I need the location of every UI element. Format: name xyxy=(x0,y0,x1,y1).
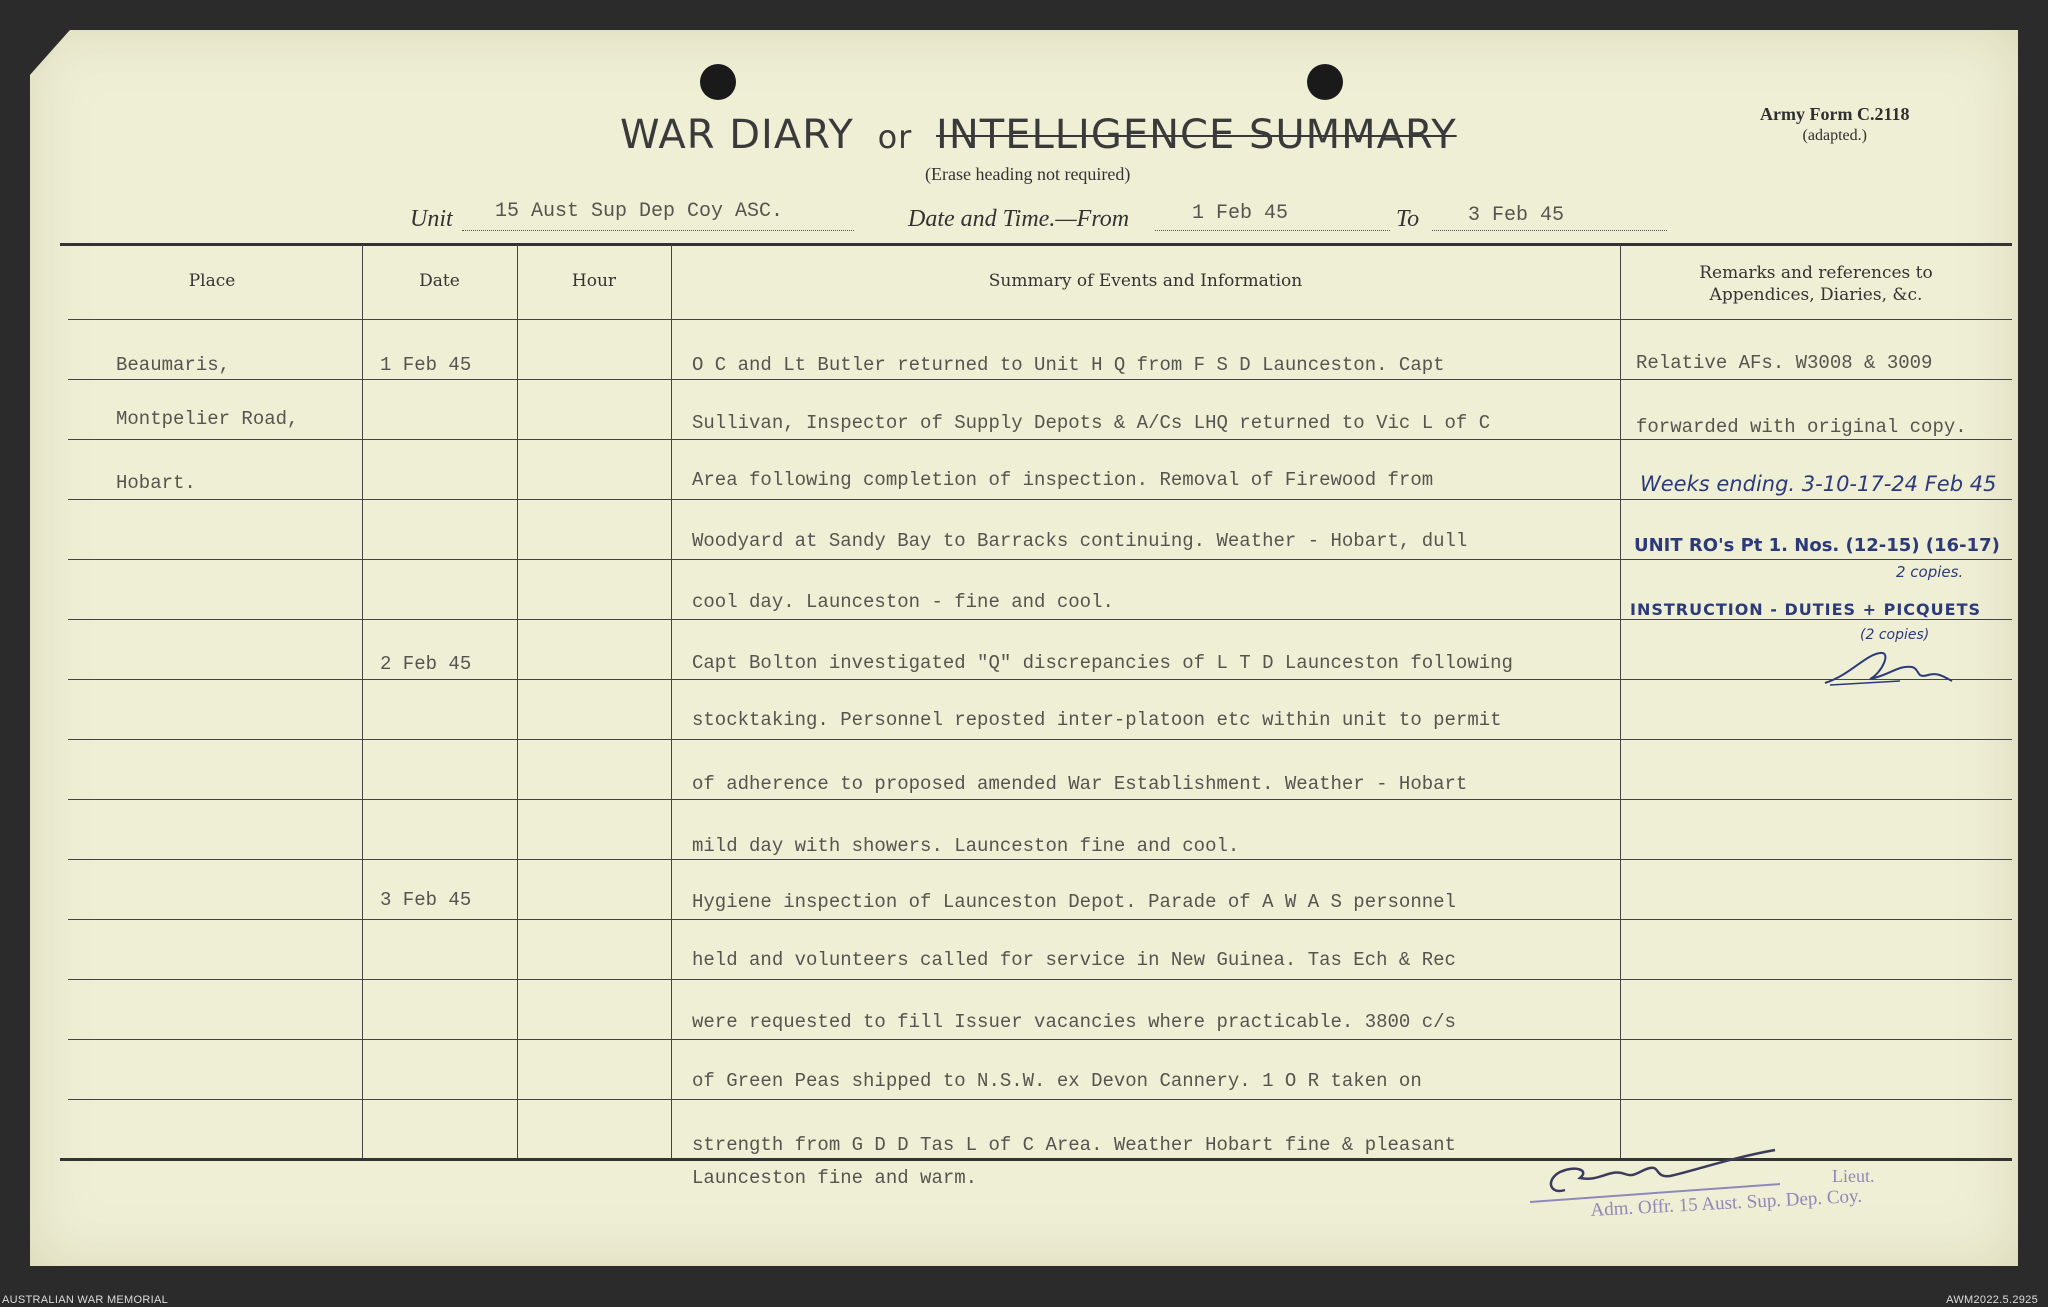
col-header-date: Date xyxy=(419,271,460,291)
header-rule xyxy=(68,319,2012,320)
remarks-handwritten-unit-ros: UNIT RO's Pt 1. Nos. (12-15) (16-17) xyxy=(1634,535,2000,556)
summary-line: mild day with showers. Launceston fine and cool. xyxy=(692,835,1240,857)
col-header-remarks-line2: Appendices, Diaries, &c. xyxy=(1709,285,1923,305)
entry-date: 1 Feb 45 xyxy=(380,354,472,376)
summary-line: held and volunteers called for service in New Guinea. Tas Ech & Rec xyxy=(692,949,1456,971)
col-header-place: Place xyxy=(188,271,236,291)
archive-accession-number: AWM2022.5.2925 xyxy=(1946,1294,2038,1306)
remarks-handwritten-weeks: Weeks ending. 3-10-17-24 Feb 45 xyxy=(1640,472,1997,496)
remarks-handwritten-copies: 2 copies. xyxy=(1896,563,1964,581)
form-title xyxy=(620,112,1457,158)
summary-line: cool day. Launceston - fine and cool. xyxy=(692,591,1114,613)
stamp-office: Adm. Offr. 15 Aust. Sup. Dep. Coy. xyxy=(1590,1185,1863,1221)
folded-corner xyxy=(30,30,80,80)
summary-line: O C and Lt Butler returned to Unit H Q from F S D Launceston. Capt xyxy=(692,354,1445,376)
army-form-label xyxy=(1760,103,1909,147)
row-rule xyxy=(68,739,2012,740)
title-or: or xyxy=(877,118,913,156)
stamp-rank: Lieut. xyxy=(1832,1166,1875,1186)
date-to-value: 3 Feb 45 xyxy=(1468,204,1565,227)
title-war-diary: WAR DIARY xyxy=(620,112,854,158)
summary-line: of Green Peas shipped to N.S.W. ex Devon Cannery. 1 O R taken on xyxy=(692,1070,1422,1092)
army-form-note: (adapted.) xyxy=(1802,127,1867,144)
summary-line: of adherence to proposed amended War Establishment. Weather - Hobart xyxy=(692,773,1468,795)
row-rule xyxy=(68,799,2012,800)
date-from-label: Date and Time.—From xyxy=(908,206,1130,232)
summary-line: Sullivan, Inspector of Supply Depots & A/Cs LHQ returned to Vic L of C xyxy=(692,412,1491,434)
row-rule xyxy=(68,439,2012,440)
row-rule xyxy=(68,919,2012,920)
row-rule xyxy=(68,379,2012,380)
date-to-label: To xyxy=(1396,206,1420,232)
col-header-hour: Hour xyxy=(571,271,617,291)
unit-value: 15 Aust Sup Dep Coy ASC. xyxy=(495,200,784,223)
row-rule xyxy=(68,679,2012,680)
row-rule xyxy=(68,1039,2012,1040)
form-subtitle: (Erase heading not required) xyxy=(925,164,1131,184)
entry-date: 3 Feb 45 xyxy=(380,889,472,911)
punch-hole-left xyxy=(700,64,736,100)
remarks-typed-line: Relative AFs. W3008 & 3009 xyxy=(1636,352,1933,374)
summary-line: Woodyard at Sandy Bay to Barracks continuing. Weather - Hobart, dull xyxy=(692,530,1468,552)
summary-line: Hygiene inspection of Launceston Depot. Parade of A W A S personnel xyxy=(692,891,1456,913)
punch-hole-right xyxy=(1307,64,1343,100)
col-header-remarks xyxy=(1620,262,2012,306)
col-header-remarks-line1: Remarks and references to xyxy=(1699,263,1933,283)
summary-line: Launceston fine and warm. xyxy=(692,1167,978,1189)
title-intelligence-summary: INTELLIGENCE SUMMARY xyxy=(936,112,1457,158)
archive-credit: AUSTRALIAN WAR MEMORIAL xyxy=(2,1294,169,1306)
place-line: Hobart. xyxy=(116,472,196,494)
summary-line: stocktaking. Personnel reposted inter-platoon etc within unit to permit xyxy=(692,709,1502,731)
remarks-initials-signature xyxy=(1820,645,1970,690)
table-top-rule xyxy=(60,243,2012,246)
summary-line: were requested to fill Issuer vacancies where practicable. 3800 c/s xyxy=(692,1011,1456,1033)
col-divider-summary xyxy=(1620,245,1621,1158)
summary-line: Area following completion of inspection. Removal of Firewood from xyxy=(692,469,1434,491)
place-line: Beaumaris, xyxy=(116,354,231,376)
unit-dotted-line xyxy=(462,230,854,231)
row-rule xyxy=(68,859,2012,860)
entry-date: 2 Feb 45 xyxy=(380,653,472,675)
army-form-number: Army Form C.2118 xyxy=(1760,104,1910,124)
row-rule xyxy=(68,979,2012,980)
summary-line: strength from G D D Tas L of C Area. Weather Hobart fine & pleasant xyxy=(692,1134,1456,1156)
row-rule xyxy=(68,1099,2012,1100)
remarks-typed-line: forwarded with original copy. xyxy=(1636,416,1967,438)
date-to-dotted-line xyxy=(1432,230,1667,231)
row-rule xyxy=(68,619,2012,620)
col-divider-hour xyxy=(671,245,672,1158)
summary-line: Capt Bolton investigated "Q" discrepancies of L T D Launceston following xyxy=(692,652,1513,674)
remarks-handwritten-copies-2: (2 copies) xyxy=(1860,627,1930,643)
unit-label: Unit xyxy=(410,206,453,232)
row-rule xyxy=(68,559,2012,560)
date-from-value: 1 Feb 45 xyxy=(1192,202,1289,225)
col-divider-date xyxy=(517,245,518,1158)
col-divider-place xyxy=(362,245,363,1158)
date-from-dotted-line xyxy=(1155,230,1390,231)
col-header-summary: Summary of Events and Information xyxy=(988,271,1303,291)
remarks-handwritten-instruction: INSTRUCTION - DUTIES + PICQUETS xyxy=(1630,600,1981,619)
place-line: Montpelier Road, xyxy=(116,408,299,430)
row-rule xyxy=(68,499,2012,500)
